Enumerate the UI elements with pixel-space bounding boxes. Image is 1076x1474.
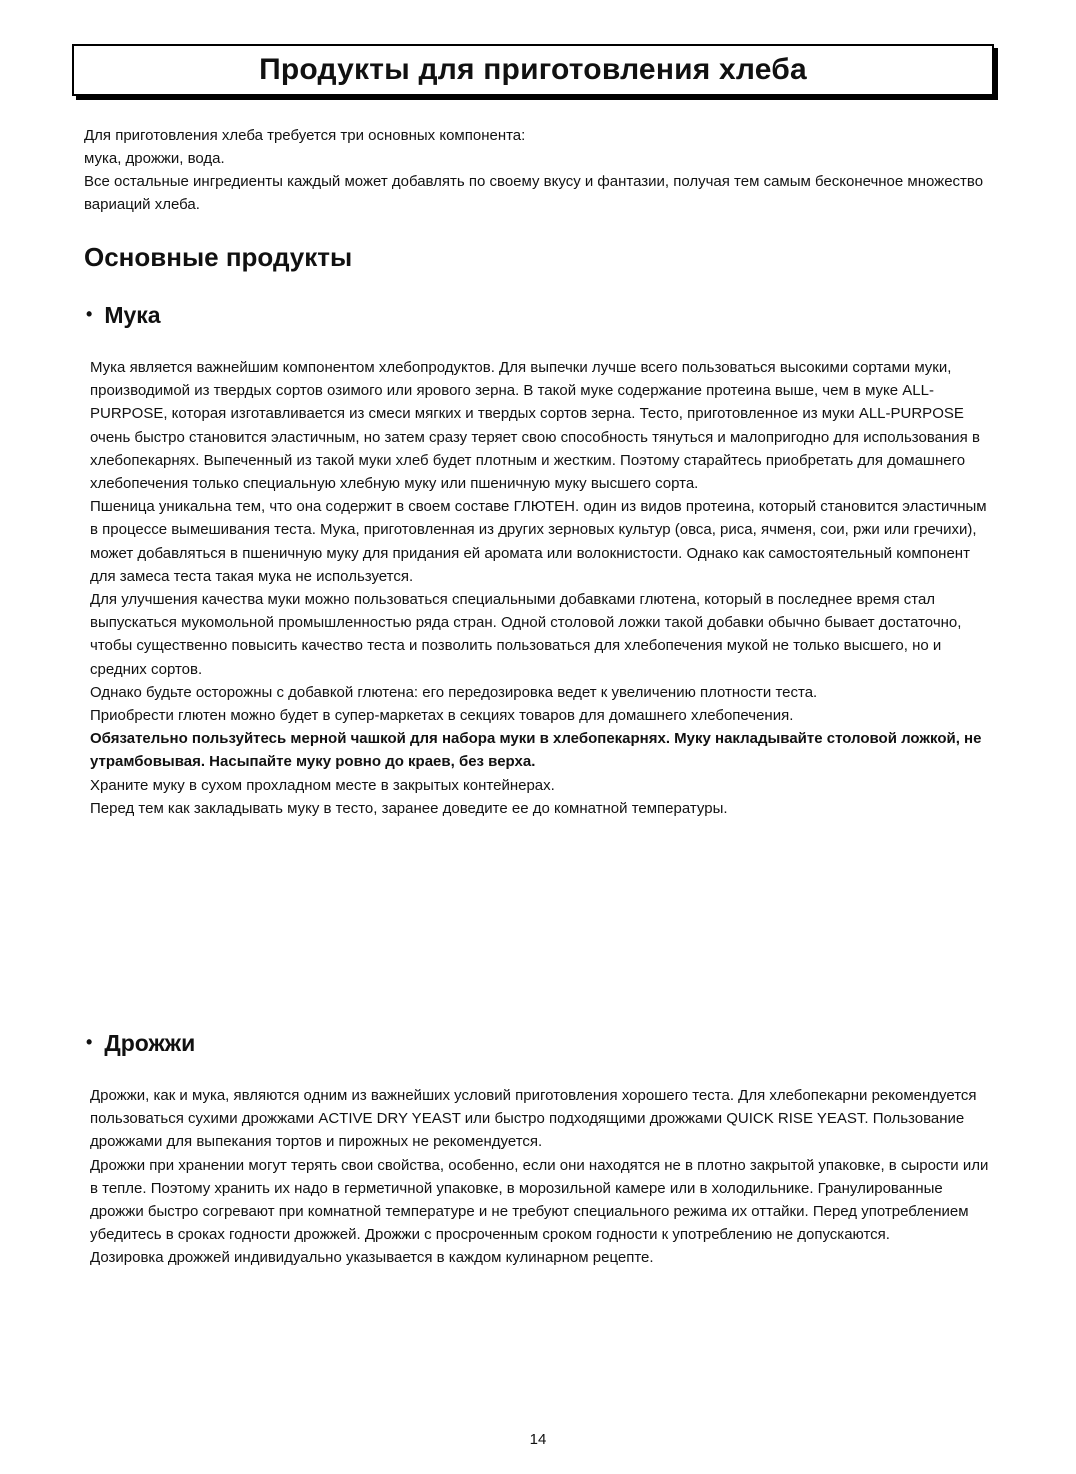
yeast-paragraph: Дрожжи, как и мука, являются одним из важнейших условий приготовления хорошего теста. Для хлебопекарни рекомендуется пользоваться сухими дрожжами ACTIVE DRY YEAST или быстро подходящими дрожжами QUICK RISE YEAST. Пользование дрожжами для выпекания тортов и пирожных не рекомендуется. [90,1087,977,1151]
flour-paragraph: Храните муку в сухом прохладном месте в закрытых контейнерах. [90,776,555,794]
bullet-icon: • [86,1032,93,1052]
flour-paragraph: Мука является важнейшим компонентом хлебопродуктов. Для выпечки лучше всего пользоваться высокими сортами муки, производимой из твердых сортов озимого или ярового зерна. В такой муке содержание протеина выше, чем в муке ALL-PURPOSE, которая изготавливается из смеси мягких и твердых сортов зерна. Тесто, приготовленное из муки ALL-PURPOSE очень быстро становится эластичным, но затем сразу теряет свою способность тянуться и малопригодно для использования в хлебопекарнях. Выпеченный из такой муки хлеб будет плотным и жестким. Поэтому старайтесь приобретать для домашнего хлебопечения только специальную хлебную муку или пшеничную муку высшего сорта. [90,359,980,493]
intro-line: мука, дрожжи, вода. [84,150,225,167]
intro-line: Все остальные ингредиенты каждый может добавлять по своему вкусу и фантазии, получая тем самым бесконечное множество вариаций хлеба. [84,173,984,213]
bullet-icon: • [86,304,93,324]
flour-measuring-note: Обязательно пользуйтесь мерной чашкой для набора муки в хлебопекарнях. Муку накладывайте столовой ложкой, не утрамбовывая. Насыпайте муку ровно до краев, без верха. [90,730,982,771]
section-title: Основные продукты [84,242,353,272]
flour-paragraph: Пшеница уникальна тем, что она содержит в своем составе ГЛЮТЕН. один из видов протеина, который становится эластичным в процессе вымешивания теста. Мука, приготовленная из других зерновых культур (овса, риса, ячменя, сои, ржи или гречихи), может добавляться в пшеничную муку для придания ей аромата или волокнистости. Однако как самостоятельный компонент для замеса теста такая мука не используется. [90,498,987,585]
yeast-paragraph: Дозировка дрожжей индивидуально указывается в каждом кулинарном рецепте. [90,1249,654,1267]
intro-text [84,124,1004,216]
flour-paragraph: Для улучшения качества муки можно пользоваться специальными добавками глютена, который в последнее время стал выпускаться мукомольной промышленностью ряда стран. Одной столовой ложки такой добавки обычно бывает достаточно, чтобы существенно повысить качество теста и позволить пользоваться для хлебопечения мукой не только высшего, но и средних сортов. [90,591,962,678]
yeast-heading-label: Дрожжи [104,1030,196,1056]
intro-line: Для приготовления хлеба требуется три основных компонента: [84,127,526,144]
flour-paragraph: Однако будьте осторожны с добавкой глютена: его передозировка ведет к увеличению плотности теста. [90,683,818,701]
yeast-section-text [90,1084,996,1270]
flour-paragraph: Перед тем как закладывать муку в тесто, заранее доведите ее до комнатной температуры. [90,799,728,817]
flour-heading [86,302,161,329]
yeast-heading [86,1030,195,1057]
flour-heading-label: Мука [104,302,161,328]
page-number: 14 [529,1431,547,1448]
title-box [72,44,994,96]
yeast-paragraph: Дрожжи при хранении могут терять свои свойства, особенно, если они находятся не в плотно закрытой упаковке, в сырости или в тепле. Поэтому хранить их надо в герметичной упаковке, в морозильной камере или в холодильнике. Гранулированные дрожжи быстро согревают при комнатной температуре и не требуют специального режима их оттайки. Перед употреблением убедитесь в сроках годности дрожжей. Дрожжи с просроченным сроком годности к употреблению не допускаются. [90,1156,989,1244]
flour-section-text [90,356,996,820]
page-title: Продукты для приготовления хлеба [259,53,807,86]
flour-paragraph: Приобрести глютен можно будет в супер-маркетах в секциях товаров для домашнего хлебопечения. [90,707,794,725]
